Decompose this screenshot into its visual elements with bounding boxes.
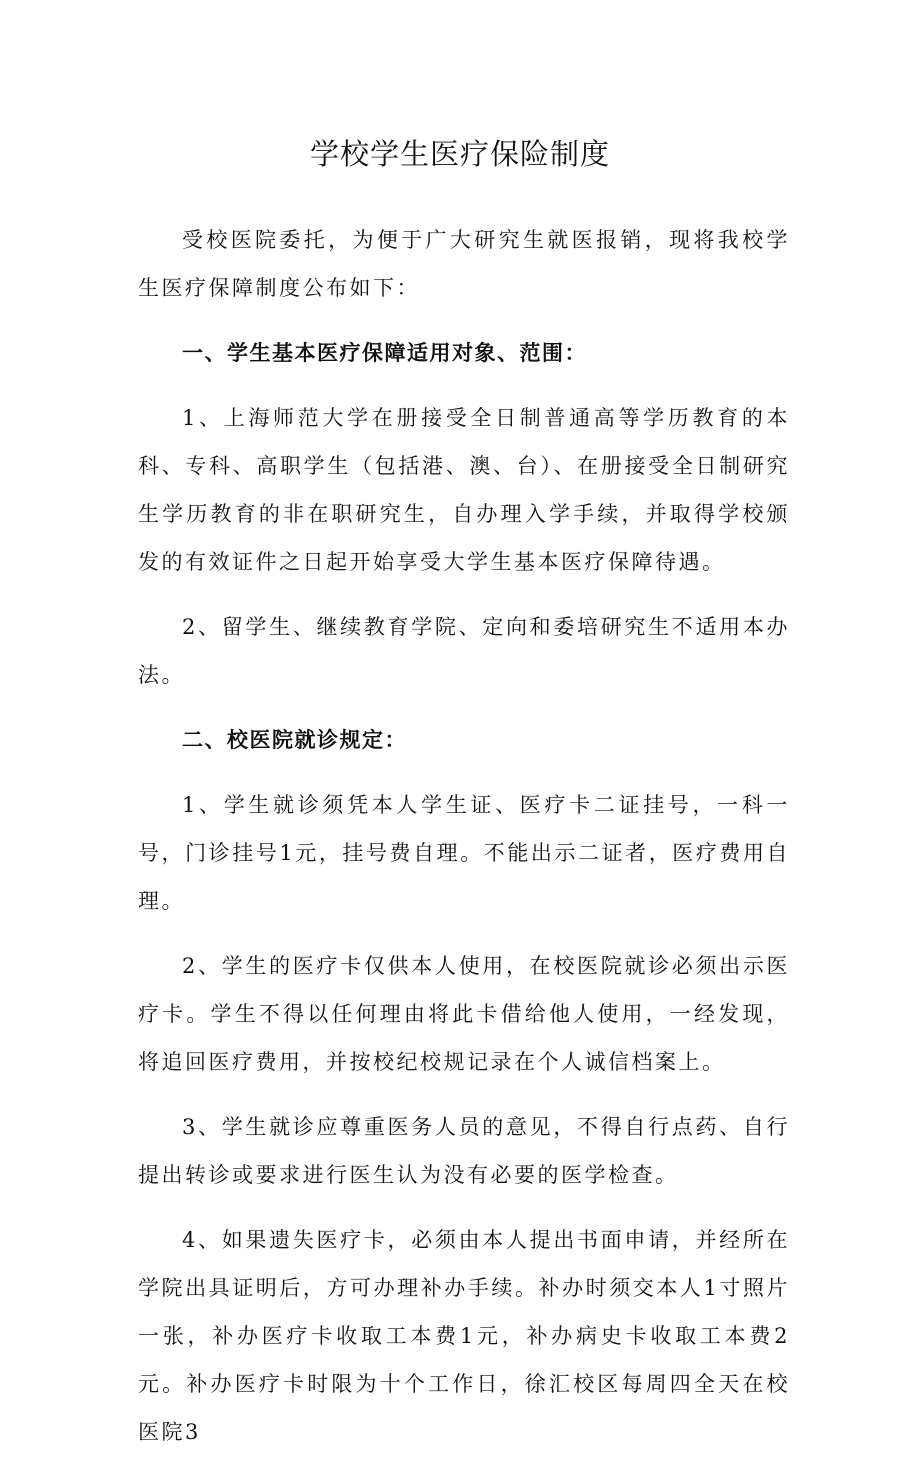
section-heading-2: 二、校医院就诊规定： bbox=[182, 728, 407, 752]
intro-paragraph: 受校医院委托，为便于广大研究生就医报销，现将我校学生医疗保障制度公布如下： bbox=[138, 228, 790, 300]
section-1-item-2: 2、留学生、继续教育学院、定向和委培研究生不适用本办法。 bbox=[138, 615, 790, 687]
section-1-item-1: 1、上海师范大学在册接受全日制普通高等学历教育的本科、专科、高职学生（包括港、澳、台）、在册接受全日制研究生学历教育的非在职研究生，自办理入学手续，并取得学校颁发的有效证件之日起开始享受大学生基本医疗保障待遇。 bbox=[138, 406, 790, 574]
section-2-item-2: 2、学生的医疗卡仅供本人使用，在校医院就诊必须出示医疗卡。学生不得以任何理由将此卡借给他人使用，一经发现，将追回医疗费用，并按校纪校规记录在个人诚信档案上。 bbox=[138, 954, 790, 1074]
document-body bbox=[138, 216, 790, 1473]
section-2-item-3: 3、学生就诊应尊重医务人员的意见，不得自行点药、自行提出转诊或要求进行医生认为没有必要的医学检查。 bbox=[138, 1115, 790, 1187]
section-heading-1: 一、学生基本医疗保障适用对象、范围： bbox=[182, 341, 587, 365]
section-2-item-1: 1、学生就诊须凭本人学生证、医疗卡二证挂号，一科一号，门诊挂号1元，挂号费自理。不能出示二证者，医疗费用自理。 bbox=[138, 793, 790, 913]
document-title: 学校学生医疗保险制度 bbox=[309, 137, 610, 171]
section-2-item-4: 4、如果遗失医疗卡，必须由本人提出书面申请，并经所在学院出具证明后，方可办理补办手续。补办时须交本人1寸照片一张，补办医疗卡收取工本费1元，补办病史卡收取工本费2元。补办医疗卡时限为十个工作日，徐汇校区每周四全天在校医院3 bbox=[138, 1228, 790, 1444]
